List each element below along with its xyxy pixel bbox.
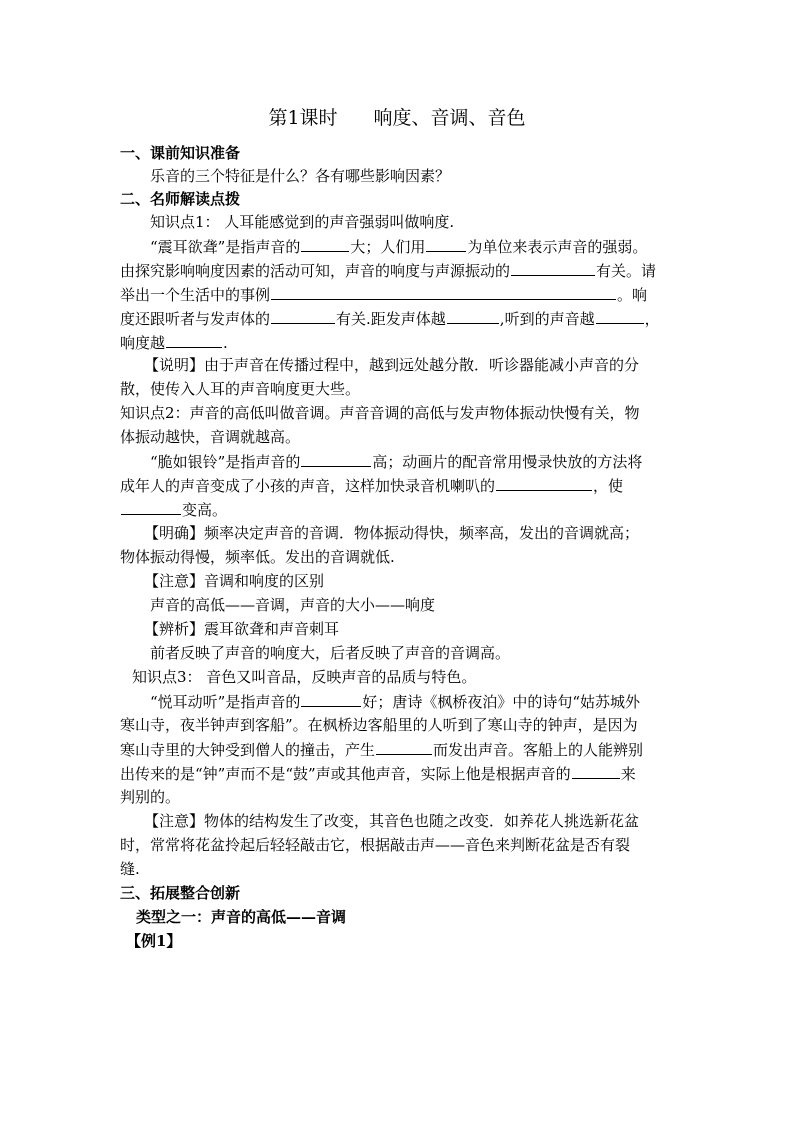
section-1-heading: 一、课前知识准备: [120, 144, 241, 162]
k2-line-1: “脆如银铃”是指声音的 高；动画片的配音常用慢录快放的方法将: [120, 449, 710, 473]
fill-blank[interactable]: [596, 306, 644, 324]
k1-line-1: “震耳欲聋”是指声音的 大；人们用 为单位来表示声音的强弱。: [120, 234, 710, 258]
k1-note-1: 【说明】由于声音在传播过程中，越到远处越分散．听诊器能减小声音的分: [144, 356, 640, 374]
k2-line-3: 变高。: [120, 497, 680, 521]
lesson-topic: 响度、音调、音色: [373, 107, 526, 129]
k2-line-2: 成年人的声音变成了小孩的声音，这样加快录音机喇叭的 ，使: [120, 473, 680, 497]
k2-definition-2: 体振动越快，音调就越高。: [120, 428, 301, 446]
section-1-question: 乐音的三个特征是什么？各有哪些影响因素？: [150, 167, 451, 185]
fill-blank[interactable]: [447, 306, 499, 324]
k3-line-5: 判别的。: [120, 788, 181, 806]
k1-line-2: 由探究影响响度因素的活动可知，声音的响度与声源振动的 有关。请: [120, 258, 680, 282]
fill-blank[interactable]: [271, 306, 335, 324]
k3-definition: 知识点3： 音色又叫音品，反映声音的品质与特色。: [132, 668, 477, 686]
k2-clarify-1: 【明确】频率决定声音的音调．物体振动得快，频率高，发出的音调就高；: [144, 524, 640, 542]
example-1-label: 【例1】: [126, 932, 182, 950]
k2-note-body: 声音的高低——音调，声音的大小——响度: [150, 596, 436, 614]
k3-note-3: 缝.: [120, 860, 140, 878]
fill-blank[interactable]: [166, 330, 222, 348]
section-2-heading: 二、名师解读点拨: [120, 190, 241, 208]
k2-analysis-body: 前者反映了声音的响度大，后者反映了声音的音调高。: [150, 644, 511, 662]
k2-analysis-title: 【辨析】震耳欲聋和声音刺耳: [144, 620, 340, 638]
k2-note-title: 【注意】音调和响度的区别: [144, 572, 325, 590]
section-3-heading: 三、拓展整合创新: [120, 884, 241, 902]
section-3-type-1: 类型之一：声音的高低——音调: [136, 908, 347, 926]
fill-blank[interactable]: [301, 689, 361, 707]
k3-line-1: “悦耳动听”是指声音的 好；唐诗《枫桥夜泊》中的诗句“姑苏城外: [120, 689, 710, 713]
fill-blank[interactable]: [301, 234, 349, 252]
k1-line-4: 度还跟听者与发声体的 有关.距发声体越 ,听到的声音越 ，: [120, 306, 680, 330]
lesson-number: 第1课时: [268, 107, 338, 129]
fill-blank[interactable]: [376, 737, 432, 755]
k2-definition-1: 知识点2：声音的高低叫做音调。声音音调的高低与发声物体振动快慢有关，物: [120, 404, 640, 422]
fill-blank[interactable]: [572, 761, 620, 779]
k1-line-3: 举出一个生活中的事例 。响: [120, 282, 680, 306]
fill-blank[interactable]: [271, 282, 616, 300]
k3-line-2: 寒山寺，夜半钟声到客船”。在枫桥边客船里的人听到了寒山寺的钟声，是因为: [120, 716, 638, 734]
k1-note-2: 散，使传入人耳的声音响度更大些。: [120, 380, 361, 398]
k1-line-5: 响度越 .: [120, 330, 680, 354]
page-title: [0, 104, 794, 132]
fill-blank[interactable]: [496, 473, 592, 491]
fill-blank[interactable]: [426, 234, 466, 252]
fill-blank[interactable]: [301, 449, 371, 467]
k3-line-4: 出传来的是“钟”声而不是“鼓”声或其他声音，实际上他是根据声音的 来: [120, 761, 680, 785]
k2-clarify-2: 物体振动得慢，频率低。发出的音调就低.: [120, 548, 395, 566]
k3-note-1: 【注意】物体的结构发生了改变，其音色也随之改变．如养花人挑选新花盆: [144, 812, 640, 830]
k1-definition: 知识点1： 人耳能感觉到的声音强弱叫做响度.: [150, 213, 455, 231]
k3-note-2: 时，常常将花盆拎起后轻轻敲击它，根据敲击声——音色来判断花盆是否有裂: [120, 836, 631, 854]
fill-blank[interactable]: [511, 258, 595, 276]
k3-line-3: 寒山寺里的大钟受到僧人的撞击，产生 而发出声音。客船上的人能辨别: [120, 737, 680, 761]
fill-blank[interactable]: [121, 497, 181, 515]
